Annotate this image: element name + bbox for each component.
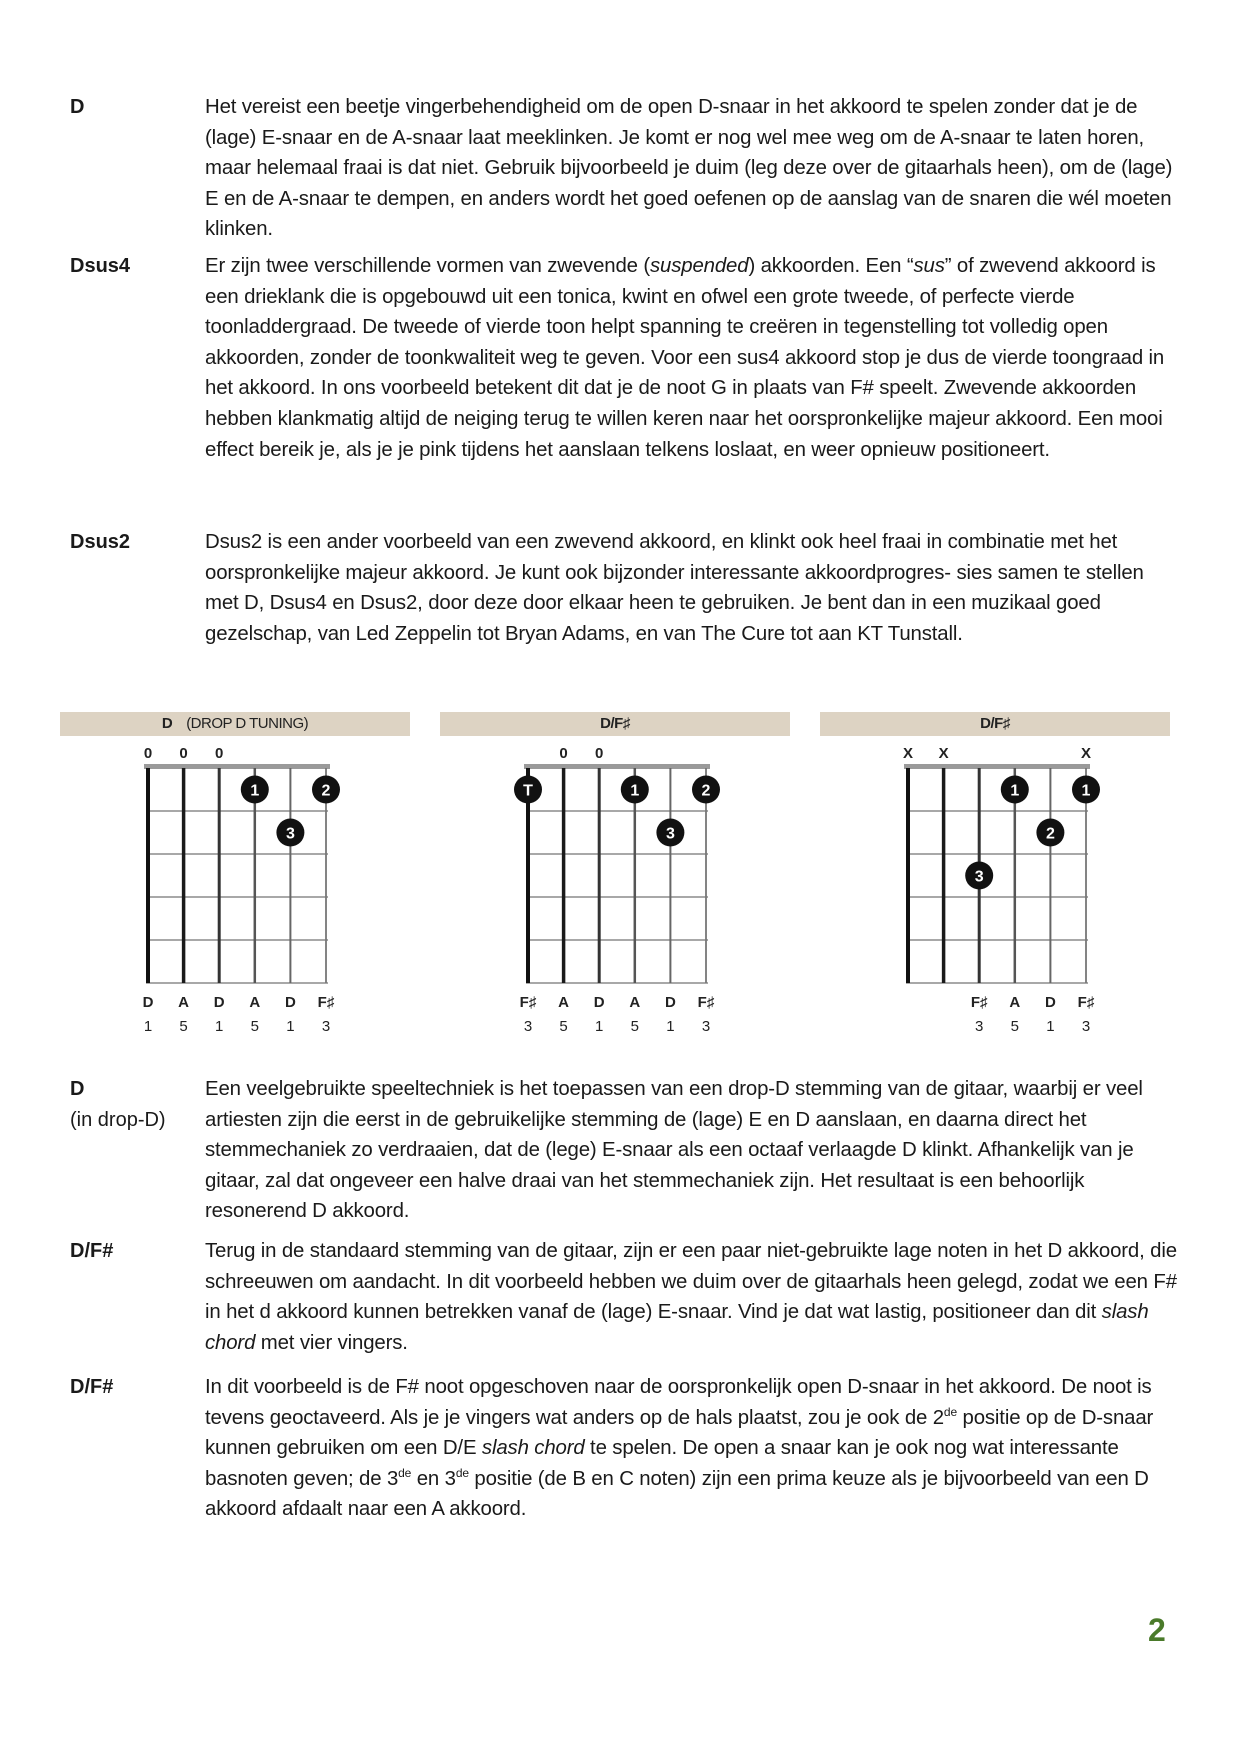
fretboard [820,712,1170,1042]
entry-d [70,92,1180,245]
string-note-label: D [1044,994,1056,1011]
chord-diagram-d-f-sharp-thumb [440,712,790,1042]
string-note-label: A [249,994,261,1011]
svg-text:1: 1 [1081,782,1091,800]
finger-dot [656,819,684,847]
entry-dsus2 [70,527,1180,649]
string-note-label: D [142,994,154,1011]
finger-dot [312,776,340,804]
entry-label: Dsus2 [70,531,131,553]
finger-dot [1001,776,1029,804]
open-string-marker: 0 [179,745,188,762]
interval-label: 3 [1081,1018,1091,1035]
entry-label: D [70,1078,85,1100]
entry-d-f-sharp-1 [70,1236,1180,1358]
open-string-marker: 0 [595,745,604,762]
open-string-marker: 0 [559,745,568,762]
entry-dsus4 [70,251,1180,465]
string-note-label: A [1009,994,1021,1011]
entry-d-drop [70,1074,1180,1227]
string-note-label: F♯ [970,994,988,1011]
finger-dot [621,776,649,804]
string-note-label: D [664,994,676,1011]
entry-text: Een veelgebruikte speeltechniek is het toepassen van een drop-D stemming van de gitaar, waarbij er veel artiesten zijn die eerst in de gebruikelijke stemming de (lage) E en D aanslaan, en daarna direct het stemmechaniek zo verdraaien, dat de (lege) E-snaar als een octaaf verlaagde D klinkt. Afhankelijk van je gitaar, zal dat ongeveer een halve draai van het stemmechaniek zijn. Het resultaat is een behoorlijk resonerend D akkoord. [205,1078,1143,1223]
interval-label: 1 [666,1018,675,1035]
entry-text: Er zijn twee verschillende vormen van zwevende (suspended) akkoorden. Een “sus” of zwevend akkoord is een drieklank die is opgebouwd uit een tonica, kwint en ofwel een grote tweede, of perfecte vierde toonladdergraad. De tweede of vierde toon helpt spanning te creëren in tegenstelling tot volledig open akkoorden, zonder de toonkwaliteit weg te geven. Voor een sus4 akkoord stop je dus de vierde toongraad in het akkoord. In ons voorbeeld betekent dit dat je de noot G in plaats van F# speelt. Zwevende akkoorden hebben klankmatig altijd de neiging terug te willen keren naar het oorspronkelijke majeur akkoord. Een mooi effect bereik je, als je je pink tijdens het aanslaan telkens loslaat, en weer opnieuw positioneert. [205,255,1165,461]
svg-text:2: 2 [1045,825,1055,843]
interval-label: 5 [250,1018,259,1035]
entry-text: Terug in de standaard stemming van de gitaar, zijn er een paar niet-gebruikte lage noten in het D akkoord, die schreeuwen om aandacht. In dit voorbeeld hebben we duim over de gitaarhals heen gelegd, zodat we een F# in het d akkoord kunnen betrekken vanaf de (lage) E-snaar. Vind je dat wat lastig, positioneer dan dit slash chord met vier vingers. [205,1240,1177,1354]
interval-label: 1 [286,1018,295,1035]
svg-text:1: 1 [250,782,260,800]
svg-text:3: 3 [974,868,984,886]
entry-text: In dit voorbeeld is de F# noot opgeschoven naar de oorspronkelijk open D-snaar in het akkoord. De noot is tevens geoctaveerd. Als je je vingers wat anders op de hals plaatst, zou je ook de 2de positie op de D-snaar kunnen gebruiken om een D/E slash chord te spelen. De open a snaar kan je ook nog wat interessante basnoten geven; de 3de en 3de positie (de B en C noten) zijn een prima keuze als je bijvoorbeeld van een D akkoord afdaalt naar een A akkoord. [205,1376,1154,1521]
string-note-label: F♯ [1077,994,1095,1011]
svg-text:1: 1 [1010,782,1020,800]
string-note-label: D [213,994,225,1011]
open-string-marker: 0 [143,745,153,762]
string-note-label: A [558,994,570,1011]
string-note-label: A [629,994,641,1011]
finger-dot [1036,819,1064,847]
entry-label: Dsus4 [70,255,131,277]
entry-text: Dsus2 is een ander voorbeeld van een zwevend akkoord, en klinkt ook heel fraai in combinatie met het oorspronkelijke majeur akkoord. Je kunt ook bijzonder interessante akkoordprogres- sies samen te stellen met D, Dsus4 en Dsus2, door deze door elkaar heen te gebruiken. Je bent dan in een muzikaal goed gezelschap, van Led Zeppelin tot Bryan Adams, en van The Cure tot aan KT Tunstall. [205,531,1144,645]
string-note-label: D [284,994,296,1011]
chord-header: D/F♯ [440,712,790,736]
interval-label: 5 [559,1018,568,1035]
chord-header: D/F♯ [820,712,1170,736]
string-note-label: F♯ [317,994,335,1011]
svg-text:3: 3 [285,825,295,843]
muted-string-marker: X [1080,745,1092,762]
muted-string-marker: X [938,745,949,762]
interval-label: 1 [595,1018,604,1035]
svg-text:3: 3 [665,825,675,843]
chord-diagram-d-f-sharp-high [820,712,1170,1042]
svg-text:1: 1 [630,782,640,800]
string-note-label: F♯ [519,994,537,1011]
open-string-marker: 0 [215,745,224,762]
fretboard [440,712,790,1042]
entry-label: D [70,96,85,118]
finger-dot [965,862,993,890]
interval-label: 5 [630,1018,639,1035]
entry-label: D/F# [70,1240,114,1262]
svg-text:2: 2 [701,782,711,800]
finger-dot [241,776,269,804]
interval-label: 5 [1010,1018,1019,1035]
finger-dot [692,776,720,804]
svg-text:2: 2 [321,782,331,800]
interval-label: 5 [179,1018,188,1035]
svg-text:T: T [523,782,533,800]
entry-text: Het vereist een beetje vingerbehendigheid om de open D-snaar in het akkoord te spelen zonder dat je de (lage) E-snaar en de A-snaar laat meeklinken. Je komt er nog wel mee weg om de A-snaar te laten horen, maar helemaal fraai is dat niet. Gebruik bijvoorbeeld je duim (leg deze over de gitaarhals heen), om de (lage) E en de A-snaar te dempen, en anders wordt het goed oefenen op de aanslag van de snaren die wél moeten klinken. [205,96,1173,241]
interval-label: 3 [975,1018,984,1035]
finger-dot [514,776,542,804]
string-note-label: D [593,994,605,1011]
finger-dot [1072,776,1100,804]
interval-label: 1 [215,1018,224,1035]
string-note-label: A [178,994,190,1011]
muted-string-marker: X [902,745,914,762]
fretboard [60,712,410,1042]
entry-d-f-sharp-2 [70,1372,1180,1525]
chord-header: D (DROP D TUNING) [60,712,410,736]
finger-dot [276,819,304,847]
interval-label: 3 [523,1018,533,1035]
page-number: 2 [1148,1612,1166,1648]
entry-sublabel: (in drop-D) [70,1108,166,1131]
chord-diagram-d-drop [60,712,410,1042]
interval-label: 1 [143,1018,153,1035]
interval-label: 3 [321,1018,331,1035]
interval-label: 3 [701,1018,711,1035]
string-note-label: F♯ [697,994,715,1011]
entry-label: D/F# [70,1376,114,1398]
interval-label: 1 [1046,1018,1055,1035]
